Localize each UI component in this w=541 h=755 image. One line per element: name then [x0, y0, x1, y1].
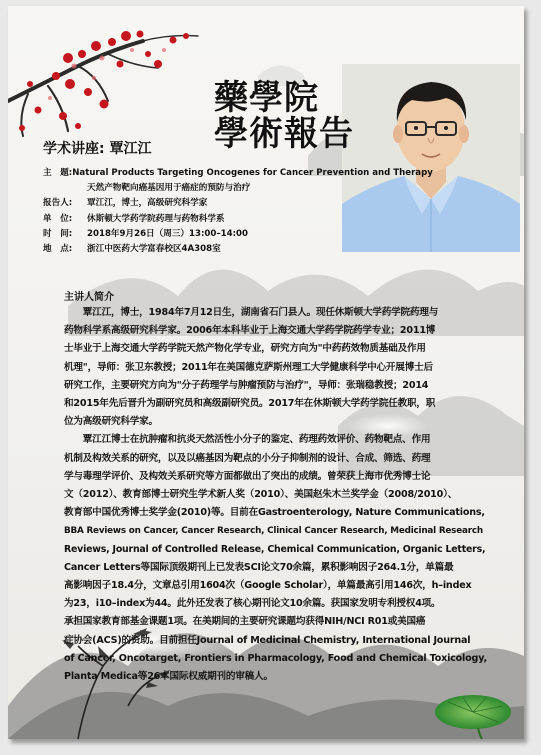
bio-line: 和2015年先后晋升为副研究员和高级副研究员。2017年在休斯顿大学药学院任教职，职 [64, 398, 436, 410]
bio-line: 位为高级研究科学家。 [64, 416, 158, 428]
speaker-label: 学术讲座: 覃江江 [43, 141, 152, 157]
title-line-1: 藥學院 [214, 78, 319, 118]
topic-cn: 天然产物靶向癌基因用于癌症的预防与治疗 [87, 183, 251, 194]
bio-line: Planta Medica等26本国际权威期刊的审稿人。 [64, 671, 273, 683]
bio-line: 高影响因子18.4分，文章总引用1604次（Google Scholar），单篇最高引用146次，h–index [64, 580, 472, 592]
bio-line: of Cancer, Oncotarget, Frontiers in Pharmacology, Food and Chemical Toxicology, [64, 652, 487, 664]
detail-topic [43, 166, 433, 181]
place-val: 浙江中医药大学富春校区4A308室 [87, 244, 221, 255]
lecture-details [43, 166, 433, 257]
reporter-key: 报告人: [43, 198, 73, 209]
detail-reporter [43, 196, 343, 211]
topic-key: 主 题: [43, 168, 73, 178]
speaker-photo [342, 64, 520, 252]
intro-heading: 主讲人简介 [64, 292, 114, 303]
bio-line: 覃江江，博士，1984年7月12日生，湖南省石门县人。现任休斯顿大学药学院药理与 [64, 307, 439, 318]
bio-line: 学与毒理学评价、及构效关系研究等方面都做出了突出的成绩。曾荣获上海市优秀博士论 [64, 470, 431, 482]
time-val: 2018年9月26日（周三）13:00–14:00 [87, 228, 249, 239]
detail-place [43, 242, 343, 257]
bio-line: 机制及构效关系的研究，以及以癌基因为靶点的小分子抑制剂的设计、合成、筛选、药理 [64, 452, 431, 464]
time-key: 时 间: [43, 228, 73, 239]
unit-val: 休斯顿大学药学院药理与药物科学系 [87, 213, 225, 224]
bio-line: 机理"，导师：张卫东教授；2011年在美国德克萨斯州理工大学健康科学中心开展博士后 [64, 361, 433, 373]
topic-en: Natural Products Targeting Oncogenes for Cancer Prevention and Therapy [72, 168, 433, 178]
unit-key: 单 位: [43, 213, 73, 224]
bio-line: Reviews, Journal of Controlled Release, Chemical Communication, Organic Letters, [64, 543, 486, 555]
bio-line: 药物科学系高级研究科学家。2006年本科毕业于上海交通大学药学院药学专业；2011博 [64, 325, 436, 337]
reporter-val: 覃江江，博士，高级研究科学家 [87, 198, 208, 209]
bio-line: 教育部中国优秀博士奖学金(2010)等。目前在Gastroenterology, Nature Communications, [64, 507, 485, 519]
title-line-2: 學術報告 [214, 114, 354, 154]
speaker-bio [64, 304, 492, 686]
detail-unit [43, 212, 343, 227]
detail-time [43, 227, 343, 242]
bio-line: Cancer Letters等国际顶级期刊上已发表SCI论文70余篇，累积影响因子264.1分，单篇最 [64, 561, 454, 573]
poster [8, 6, 524, 739]
bio-line: BBA Reviews on Cancer, Cancer Research, Clinical Cancer Research, Medicinal Research [64, 526, 483, 537]
bio-line: 症协会(ACS)的资助。目前担任Journal of Medicinal Chemistry, International Journal [64, 634, 471, 646]
bio-line: 士毕业于上海交通大学药学院天然产物化学专业，研究方向为"中药药效物质基础及作用 [64, 343, 426, 355]
bio-line: 研究工作，主要研究方向为"分子药理学与肿瘤预防与治疗"，导师：张瑞稳教授；2014 [64, 379, 429, 391]
bio-line: 覃江江博士在抗肿瘤和抗炎天然活性小分子的鉴定、药理药效评价、药物靶点、作用 [64, 434, 431, 446]
place-key: 地 点: [43, 244, 73, 255]
bio-line: 承担国家教育部基金课题1项。在美期间的主要研究课题均获得NIH/NCI R01或美国癌 [64, 616, 426, 628]
bio-line: 文（2012）、教育部博士研究生学术新人奖（2010）、美国赵朱木兰奖学金（2008/2010）、 [64, 489, 458, 501]
plum-blossom-branch [8, 36, 198, 136]
bio-line: 为23，i10–index为44。此外还发表了核心期刊论文10余篇。获国家发明专利授权4项。 [64, 598, 441, 610]
poster-title [214, 80, 354, 152]
